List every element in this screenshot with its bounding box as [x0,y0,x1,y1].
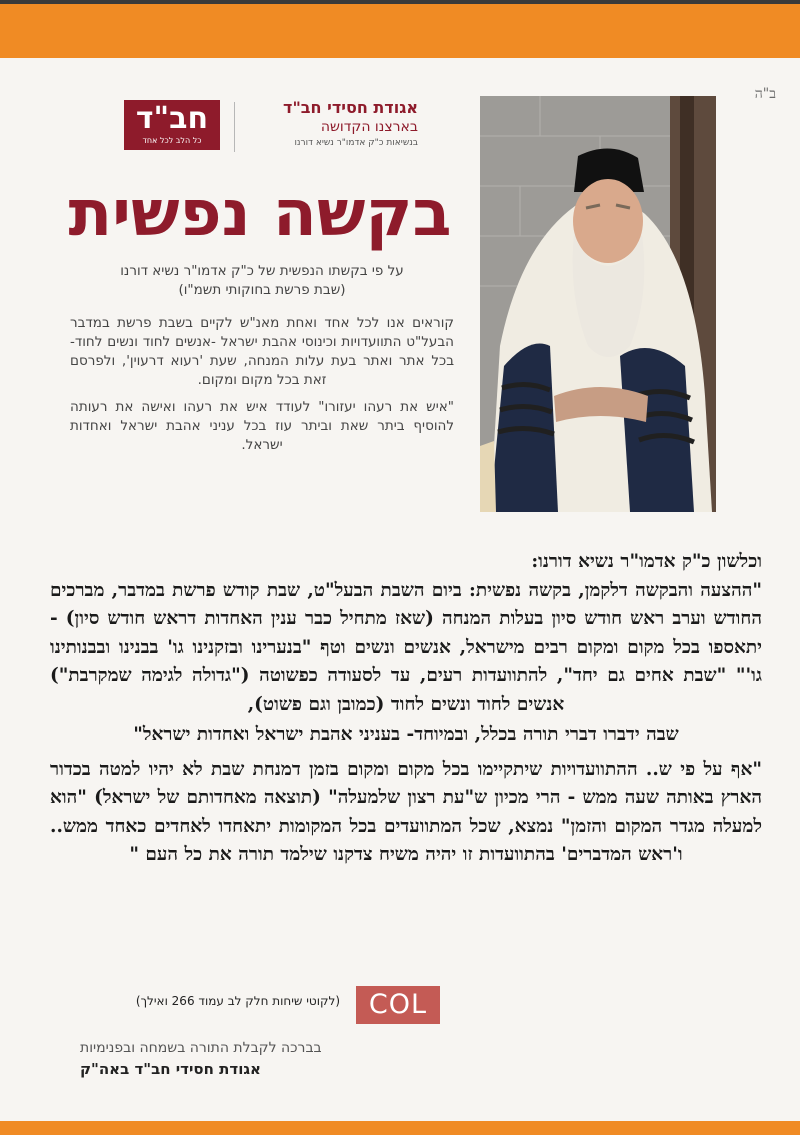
closing-signature: אגודת חסידי חב"ד באה"ק [80,1060,261,1078]
org-subtitle: בארצנו הקדושה [320,119,418,135]
org-leadership: בנשיאות כ"ק אדמו"ר נשיא דורנו [294,138,418,148]
org-header [118,98,418,160]
logo-text: חב"ד [135,101,209,136]
bh-mark: ב"ה [754,86,776,102]
org-text [248,98,418,150]
intro-call-paragraph: קוראים אנו לכל אחד ואחת מאנ"ש לקיים בשבת פרשת במדבר הבעל"ט התוועדויות וכינוסי אהבת ישראל -אנשים לחוד ונשים לחוד- בכל אתר ואתר בעת עלות המנחה, שעת 'רעוא דרעוין', ולפרסם זאת בכל מקום ומקום. [70,315,454,388]
quote-lead: וכלשון כ"ק אדמו"ר נשיא דורנו: [531,551,762,572]
rebbe-quote [50,548,762,870]
top-orange-bar [0,0,800,58]
col-watermark-logo: COL [356,986,440,1024]
logo-tagline: כל הלב לכל אחד [142,136,202,145]
chabad-logo [124,100,220,150]
org-name: אגודת חסידי חב"ד [283,98,418,117]
page-title: בקשה נפשית [68,177,452,251]
source-citation: (לקוטי שיחות חלק לב עמוד 266 ואילך) [135,994,340,1008]
closing-blessing: בברכה לקבלת התורה בשמחה ובפנימיות [80,1040,322,1056]
intro-text [70,262,454,455]
quote-block-2: "אף על פי ש.. ההתוועדויות שיתקיימו בכל מקום ומקום בזמן דמנחת שבת לא יהיו למטה בכדור הארץ באותה שעה ממש - הרי מכיון ש"עת רצון שלמעלה" (תוצאה מאחדותם של ישראל) "הוא למעלה מגדר המקום והזמן" נמצא, שכל המתוועדים בכל המקומות יתאחדו לאחדים כאחד ממש.. ו'ראש המדברים' בהתוועדות זו יהיה משיח צדקנו שילמד תורה את כל העם " [50,758,762,865]
bottom-orange-bar [0,1121,800,1135]
intro-line2: (שבת פרשת בחוקותי תשמ"ו) [178,282,346,298]
rebbe-photo [480,96,716,512]
quote-block-1: "ההצעה והבקשה דלקמן, בקשה נפשית: ביום השבת הבעל"ט, שבת קודש פרשת במדבר, מברכים החודש וערב ראש חודש סיון בעלות המנחה (שאז מתחיל כבר ענין האחדות דראש חודש סיון) - יתאספו בכל מקום ומקום רבים מישראל, אנשים ונשים וטף "בנערינו ובזקנינו גו' בבנינו ובבנותינו גו'" "שבת אחים גם יחד", להתוועדות רעים, עד לסעודה כפשוטה ("גדולה לגימה שמקרבת") אנשים לחוד ונשים לחוד (כמובן וגם פשוט), [50,579,762,715]
rebbe-photo-illustration [480,96,716,512]
header-divider [234,102,235,152]
intro-line1: על פי בקשתו הנפשית של כ"ק אדמו"ר נשיא דורנו [120,263,404,279]
quote-line-single: שבה ידברו דברי תורה בכלל, ובמיוחד- בעניני אהבת ישראל ואחדות ישראל" [133,724,679,745]
intro-encourage-paragraph: "איש את רעהו יעזורו" לעודד איש את רעהו ואישה את רעותה להוסיף ביתר שאת וביתר עוז בכל עניני אהבת ישראל ואחדות ישראל. [70,399,454,453]
